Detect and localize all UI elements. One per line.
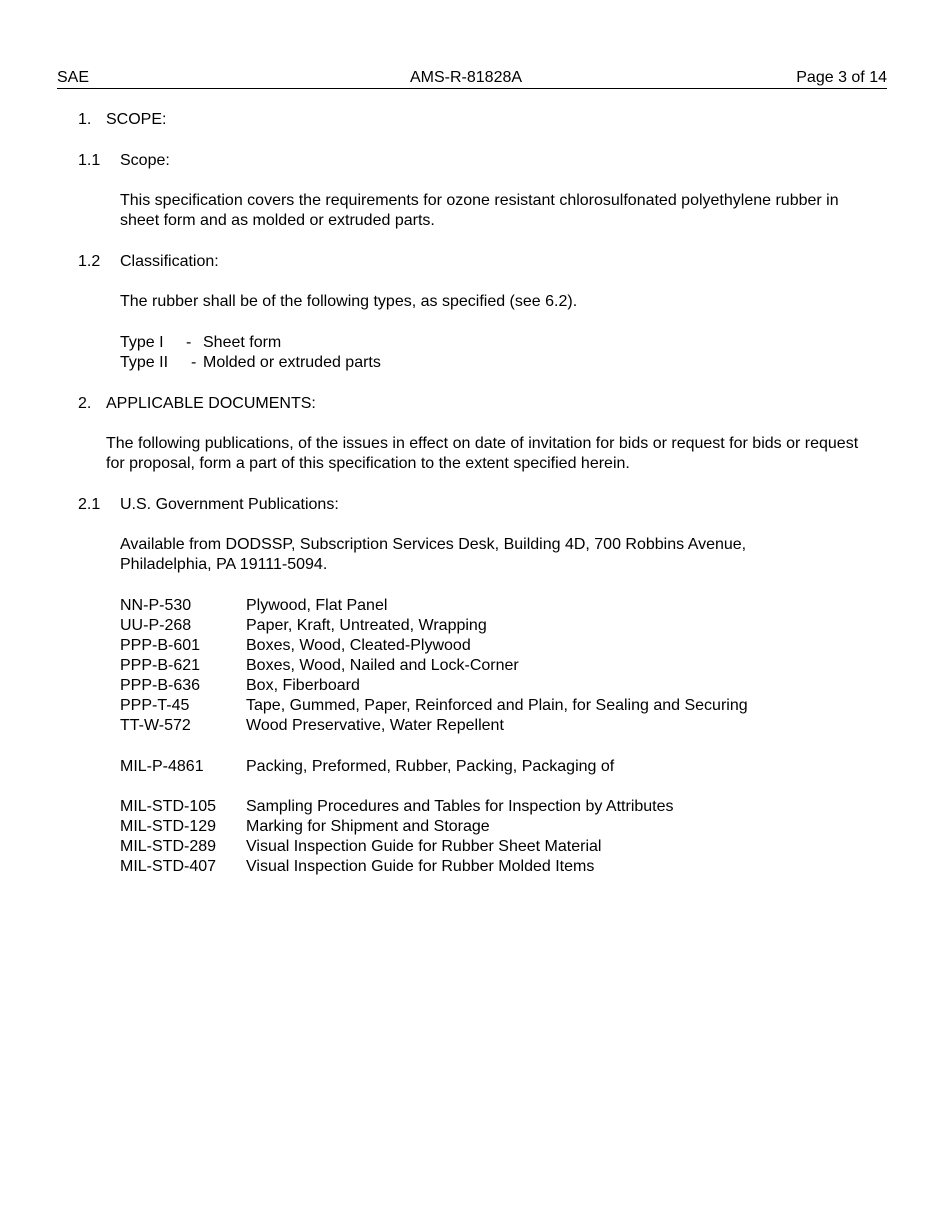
section-1-2-number: 1.2 [78,253,101,270]
doc-title: Boxes, Wood, Nailed and Lock-Corner [246,657,519,674]
doc-title: Box, Fiberboard [246,677,360,694]
section-1-2-text: The rubber shall be of the following types, as specified (see 6.2). [120,293,578,310]
header-org: SAE [57,69,90,86]
doc-code: PPP-T-45 [120,697,190,714]
section-2-1-number: 2.1 [78,496,101,513]
section-2-text: The following publications, of the issues in effect on date of invitation for bids or request for bids or request for proposal, form a part of this specification to the extent specified herein. [106,435,859,472]
doc-title: Visual Inspection Guide for Rubber Molded Items [246,858,595,875]
type-2-desc: Molded or extruded parts [203,354,381,371]
doc-code: MIL-STD-129 [120,818,217,835]
doc-code: UU-P-268 [120,617,192,634]
header-doc-number: AMS-R-81828A [410,69,523,86]
section-1-1-text: This specification covers the requirements for ozone resistant chlorosulfonated polyethylene rubber in sheet form and as molded or extruded parts. [120,192,839,229]
doc-code: MIL-STD-105 [120,798,217,815]
doc-code: PPP-B-636 [120,677,201,694]
section-2-1-text: Available from DODSSP, Subscription Services Desk, Building 4D, 700 Robbins Avenue, Philadelphia, PA 19111-5094. [120,536,747,573]
doc-title: Tape, Gummed, Paper, Reinforced and Plain, for Sealing and Securing [246,697,748,714]
doc-code: NN-P-530 [120,597,192,614]
page-header [57,68,887,89]
doc-code: PPP-B-621 [120,657,201,674]
doc-title: Plywood, Flat Panel [246,597,388,614]
doc-code: MIL-P-4861 [120,758,204,775]
section-1-number: 1. [78,111,92,128]
doc-title: Marking for Shipment and Storage [246,818,490,835]
section-1-title: SCOPE: [106,111,167,128]
doc-code: TT-W-572 [120,717,191,734]
header-page-number: Page 3 of 14 [796,69,887,86]
type-1-name: Type I [120,334,164,351]
type-2-sep: - [191,354,197,371]
doc-title: Visual Inspection Guide for Rubber Sheet Material [246,838,602,855]
doc-title: Wood Preservative, Water Repellent [246,717,504,734]
section-1-1-title: Scope: [120,152,170,169]
type-2-name: Type II [120,354,169,371]
section-2-1-title: U.S. Government Publications: [120,496,339,513]
doc-title: Sampling Procedures and Tables for Inspection by Attributes [246,798,674,815]
section-2-title: APPLICABLE DOCUMENTS: [106,395,316,412]
doc-title: Boxes, Wood, Cleated-Plywood [246,637,471,654]
section-2-number: 2. [78,395,92,412]
doc-title: Paper, Kraft, Untreated, Wrapping [246,617,487,634]
type-1-desc: Sheet form [203,334,282,351]
section-1-2-title: Classification: [120,253,219,270]
doc-code: MIL-STD-289 [120,838,217,855]
type-1-sep: - [186,334,192,351]
doc-code: PPP-B-601 [120,637,201,654]
doc-title: Packing, Preformed, Rubber, Packing, Packaging of [246,758,615,775]
doc-code: MIL-STD-407 [120,858,217,875]
section-1-1-number: 1.1 [78,152,101,169]
